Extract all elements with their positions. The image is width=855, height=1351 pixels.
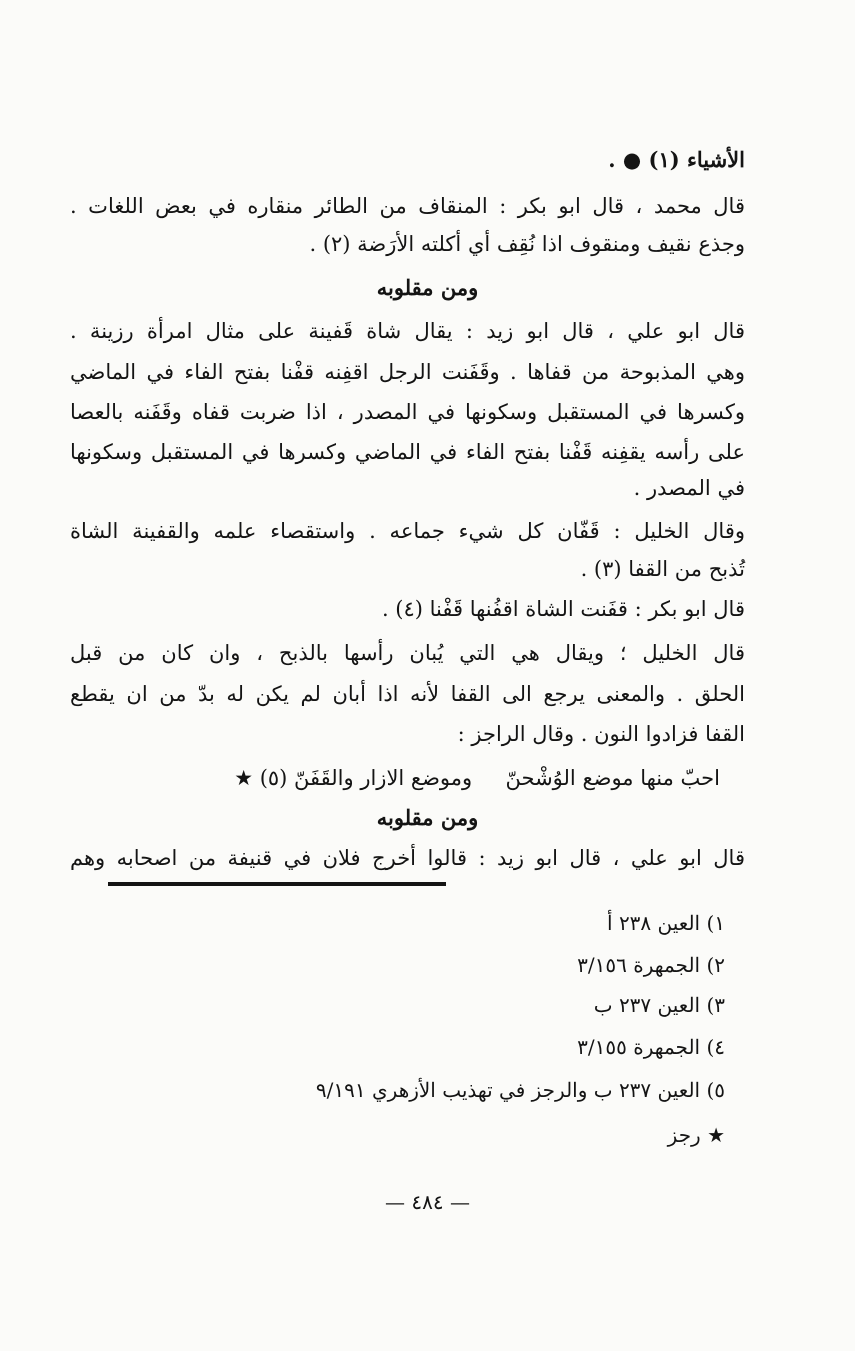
text-line: قال ابو علي ، قال ابو زيد : قالوا أخرج فلان في قنيفة من اصحابه وهم (70, 846, 745, 870)
text-line: الأشياء (١) ● . (608, 147, 745, 172)
footnote: ١) العين ٢٣٨ أ (607, 911, 725, 935)
text-line: القفا فزادوا النون . وقال الراجز : (457, 722, 745, 746)
verse-line: احبّ منها موضع الوُشْحنّ وموضع الازار والقَفَنّ (٥) ★ (234, 766, 720, 790)
section-heading: ومن مقلوبه (376, 805, 479, 830)
text-line: في المصدر . (633, 476, 745, 500)
footnote: ٣) العين ٢٣٧ ب (593, 993, 725, 1017)
text-line: وجذع نقيف ومنقوف اذا نُقِف أي أكلته الأرَضة (٢) . (309, 232, 745, 256)
footnote: ★ رجز (667, 1123, 725, 1147)
footnote: ٤) الجمهرة ٣/١٥٥ (577, 1035, 725, 1059)
section-heading: ومن مقلوبه (376, 275, 479, 300)
text-line: وهي المذبوحة من قفاها . وقَفَنت الرجل اقفِنه قفْنا بفتح الفاء في الماضي (70, 360, 745, 384)
text-line: قال ابو علي ، قال ابو زيد : يقال شاة قَفينة على مثال امرأة رزينة . (70, 319, 745, 343)
text-line: قال ابو بكر : قفَنت الشاة اقفُنها قَفْنا (٤) . (381, 597, 745, 621)
text-line: قال الخليل ؛ ويقال هي التي يُبان رأسها بالذبح ، وان كان من قبل (70, 641, 745, 665)
text-line: على رأسه يقفِنه قَفْنا بفتح الفاء في الماضي وكسرها في المستقبل وسكونها (70, 440, 745, 464)
text-line: وقال الخليل : قَفّان كل شيء جماعه . واستقصاء علمه والقفينة الشاة (70, 519, 745, 543)
text-line: قال محمد ، قال ابو بكر : المنقاف من الطائر منقاره في بعض اللغات . (70, 194, 745, 218)
text-line: الحلق . والمعنى يرجع الى القفا لأنه اذا أبان لم يكن له بدّ من ان يقطع (70, 682, 745, 706)
text-line: تُذبح من القفا (٣) . (580, 557, 745, 581)
footnote: ٥) العين ٢٣٧ ب والرجز في تهذيب الأزهري ٩/١٩١ (315, 1078, 725, 1102)
footnote: ٢) الجمهرة ٣/١٥٦ (577, 953, 725, 977)
footnote-separator (108, 882, 446, 886)
page-number: — ٤٨٤ — (385, 1190, 470, 1214)
text-line: وكسرها في المستقبل وسكونها في المصدر ، اذا ضربت قفاه وقَفَنه بالعصا (70, 400, 745, 424)
